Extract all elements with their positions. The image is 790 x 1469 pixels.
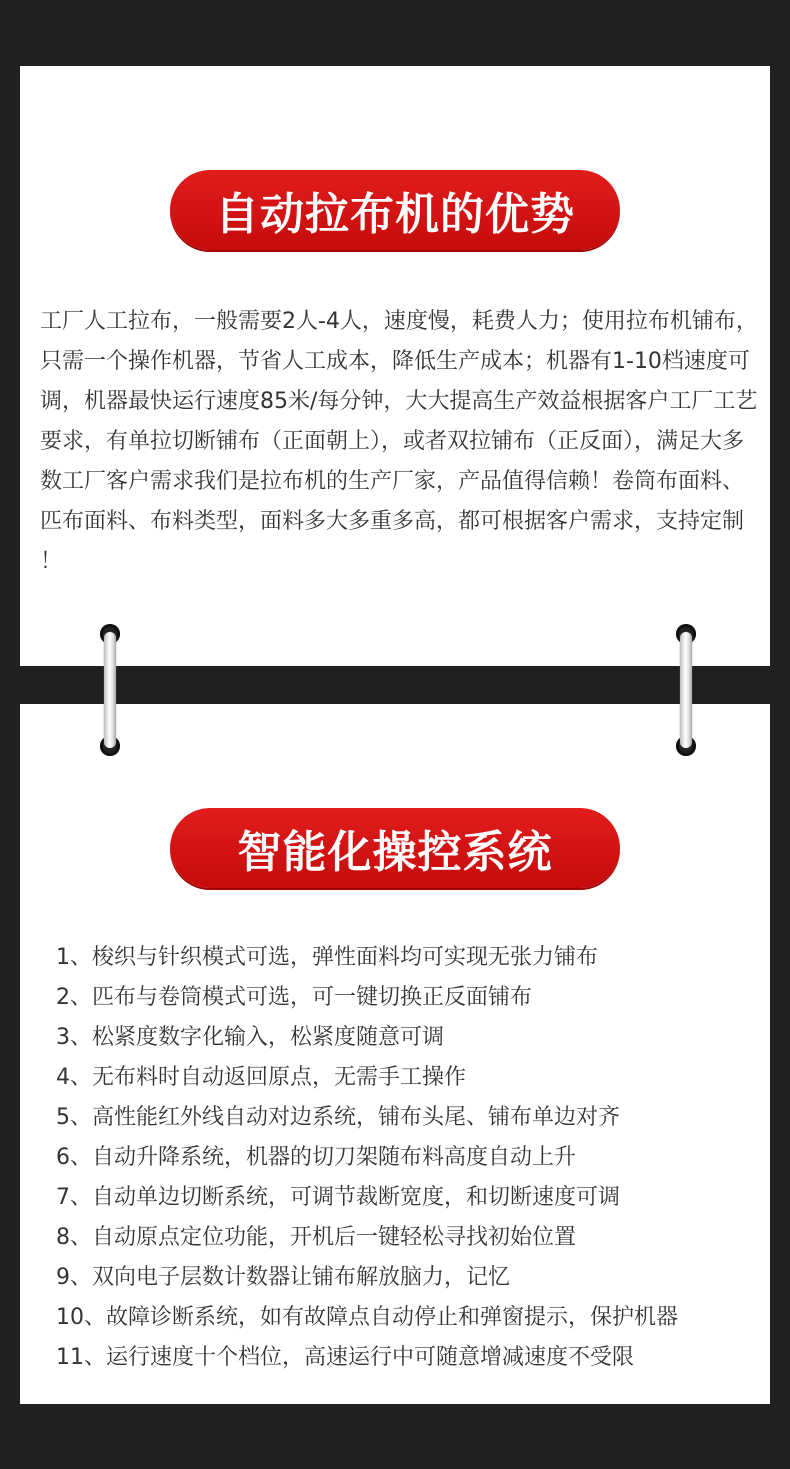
advantages-card: [20, 66, 770, 666]
list-item: 4、无布料时自动返回原点，无需手工操作: [56, 1065, 466, 1090]
list-item: 10、故障诊断系统，如有故障点自动停止和弹窗提示，保护机器: [56, 1305, 678, 1330]
advantages-paragraph: 工厂人工拉布，一般需要2人-4人，速度慢，耗费人力；使用拉布机铺布，只需一个操作机器，节省人工成本，降低生产成本；机器有1-10档速度可调，机器最快运行速度85米/每分钟，大大提高生产效益根据客户工厂工艺要求，有单拉切断铺布（正面朝上），或者双拉铺布（正反面），满足大多数工厂客户需求我们是拉布机的生产厂家，产品值得信赖！卷筒布面料、匹布面料、布料类型，面料多大多重多高，都可根据客户需求，支持定制 ！: [40, 309, 758, 574]
advantages-title: 自动拉布机的优势: [170, 170, 620, 250]
feature-list: [56, 938, 756, 1378]
binder-ring-left: [100, 624, 120, 756]
binder-ring-right: [676, 624, 696, 756]
list-item: 1、梭织与针织模式可选，弹性面料均可实现无张力铺布: [56, 945, 598, 970]
control-system-title: 智能化操控系统: [170, 808, 620, 888]
list-item: 3、松紧度数字化输入，松紧度随意可调: [56, 1025, 444, 1050]
ring-bar: [680, 632, 692, 748]
list-item: 11、运行速度十个档位，高速运行中可随意增减速度不受限: [56, 1345, 634, 1370]
list-item: 9、双向电子层数计数器让铺布解放脑力，记忆: [56, 1265, 510, 1290]
ring-bar: [104, 632, 116, 748]
list-item: 6、自动升降系统，机器的切刀架随布料高度自动上升: [56, 1145, 576, 1170]
list-item: 8、自动原点定位功能，开机后一键轻松寻找初始位置: [56, 1225, 576, 1250]
list-item: 5、高性能红外线自动对边系统，铺布头尾、铺布单边对齐: [56, 1105, 620, 1130]
list-item: 2、匹布与卷筒模式可选，可一键切换正反面铺布: [56, 985, 532, 1010]
control-system-card: [20, 704, 770, 1404]
list-item: 7、自动单边切断系统，可调节裁断宽度，和切断速度可调: [56, 1185, 620, 1210]
